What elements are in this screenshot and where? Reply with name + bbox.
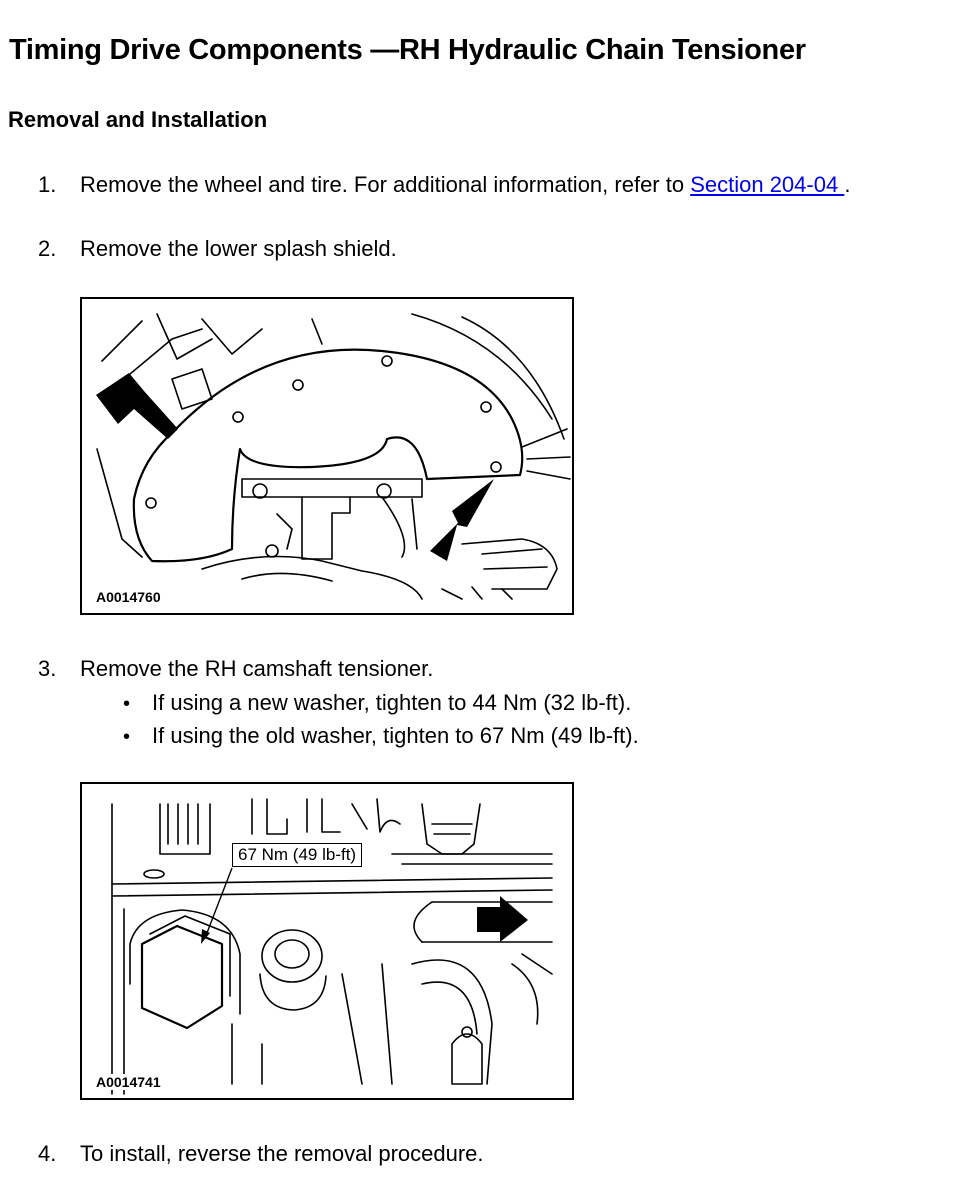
step-number: 3. xyxy=(38,656,57,681)
step-text: To install, reverse the removal procedure. xyxy=(80,1141,484,1166)
step-2 xyxy=(38,236,397,262)
figure-id: A0014741 xyxy=(96,1074,161,1090)
bullet-text: If using a new washer, tighten to 44 Nm (32 lb-ft). xyxy=(152,690,632,715)
figure-id: A0014760 xyxy=(96,589,161,605)
bullet-text: If using the old washer, tighten to 67 Nm (49 lb-ft). xyxy=(152,723,639,748)
section-subtitle: Removal and Installation xyxy=(8,107,268,132)
step-number: 1. xyxy=(38,172,57,197)
splash-shield-illustration xyxy=(82,299,574,615)
torque-callout: 67 Nm (49 lb-ft) xyxy=(232,843,362,867)
bullet-dot: • xyxy=(123,693,131,715)
torque-bullet-old-washer xyxy=(123,723,639,749)
camshaft-tensioner-illustration xyxy=(82,784,574,1100)
step-text: Remove the RH camshaft tensioner. xyxy=(80,656,434,681)
step-number: 2. xyxy=(38,236,57,261)
step-number: 4. xyxy=(38,1141,57,1166)
step-text: Remove the lower splash shield. xyxy=(80,236,397,261)
step-3 xyxy=(38,656,433,682)
section-link[interactable]: Section 204-04 xyxy=(690,172,845,197)
page-title: Timing Drive Components —RH Hydraulic Chain Tensioner xyxy=(9,34,806,66)
splash-shield-figure xyxy=(80,297,574,615)
step-1 xyxy=(38,172,850,198)
bullet-dot: • xyxy=(123,726,131,748)
step-text: Remove the wheel and tire. For additional information, refer to xyxy=(80,172,691,197)
step-suffix: . xyxy=(844,172,851,197)
step-4 xyxy=(38,1141,484,1167)
torque-bullet-new-washer xyxy=(123,690,631,716)
camshaft-tensioner-figure xyxy=(80,782,574,1100)
